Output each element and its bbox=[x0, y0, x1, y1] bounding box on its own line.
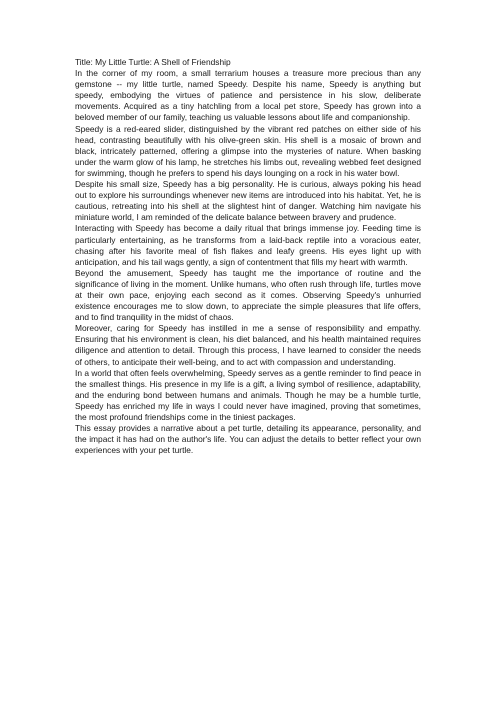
paragraph-responsibility: Moreover, caring for Speedy has instilled in me a sense of responsibility and empathy. Ensuring that his environment is clean, his diet balanced, and his health maintained requires diligence and attention to detail. Through this process, I have learned to consider the needs of others, to anticipate their well-being, and to act with compassion and understanding. bbox=[75, 323, 421, 367]
paragraph-lessons: Beyond the amusement, Speedy has taught me the importance of routine and the significance of living in the moment. Unlike humans, who often rush through life, turtles move at their own pace, enjoying each second as it comes. Observing Speedy's unhurried existence encourages me to slow down, to appreciate the simple pleasures that life offers, and to find tranquility in the midst of chaos. bbox=[75, 267, 421, 323]
document-body bbox=[75, 57, 421, 456]
paragraph-intro: In the corner of my room, a small terrarium houses a treasure more precious than any gemstone -- my little turtle, named Speedy. Despite his name, Speedy is anything but speedy, embodying the virtues of patience and persistence in his slow, deliberate movements. Acquired as a tiny hatchling from a local pet store, Speedy has grown into a beloved member of our family, teaching us valuable lessons about life and companionship. bbox=[75, 68, 421, 123]
paragraph-personality: Despite his small size, Speedy has a big personality. He is curious, always poking his head out to explore his surroundings whenever new items are introduced into his habitat. Yet, he is cautious, retreating into his shell at the slightest hint of danger. Watching him navigate his miniature world, I am reminded of the delicate balance between bravery and prudence. bbox=[75, 179, 421, 223]
paragraph-conclusion: In a world that often feels overwhelming, Speedy serves as a gentle reminder to find peace in the smallest things. His presence in my life is a gift, a living symbol of resilience, adaptability, and the enduring bond between humans and animals. Though he may be a humble turtle, Speedy has enriched my life in ways I could never have imagined, proving that sometimes, the most profound friendships come in the tiniest packages. bbox=[75, 367, 421, 422]
paragraph-interaction: Interacting with Speedy has become a daily ritual that brings immense joy. Feeding time is particularly entertaining, as he transforms from a laid-back reptile into a voracious eater, chasing after his favorite meal of fish flakes and leafy greens. His eyes light up with anticipation, and his tail wags gently, a sign of contentment that fills my heart with warmth. bbox=[75, 223, 421, 267]
document-title: Title: My Little Turtle: A Shell of Friendship bbox=[75, 57, 231, 67]
paragraph-appearance: Speedy is a red-eared slider, distinguished by the vibrant red patches on either side of his head, contrasting beautifully with his olive-green skin. His shell is a mosaic of brown and black, intricately patterned, offering a glimpse into the mysteries of nature. When basking under the warm glow of his lamp, he stretches his limbs out, revealing webbed feet designed for swimming, though he prefers to spend his days lounging on a rock in his water bowl. bbox=[75, 123, 421, 178]
paragraph-note: This essay provides a narrative about a pet turtle, detailing its appearance, personality, and the impact it has had on the author's life. You can adjust the details to better reflect your own experiences with your pet turtle. bbox=[75, 423, 421, 456]
